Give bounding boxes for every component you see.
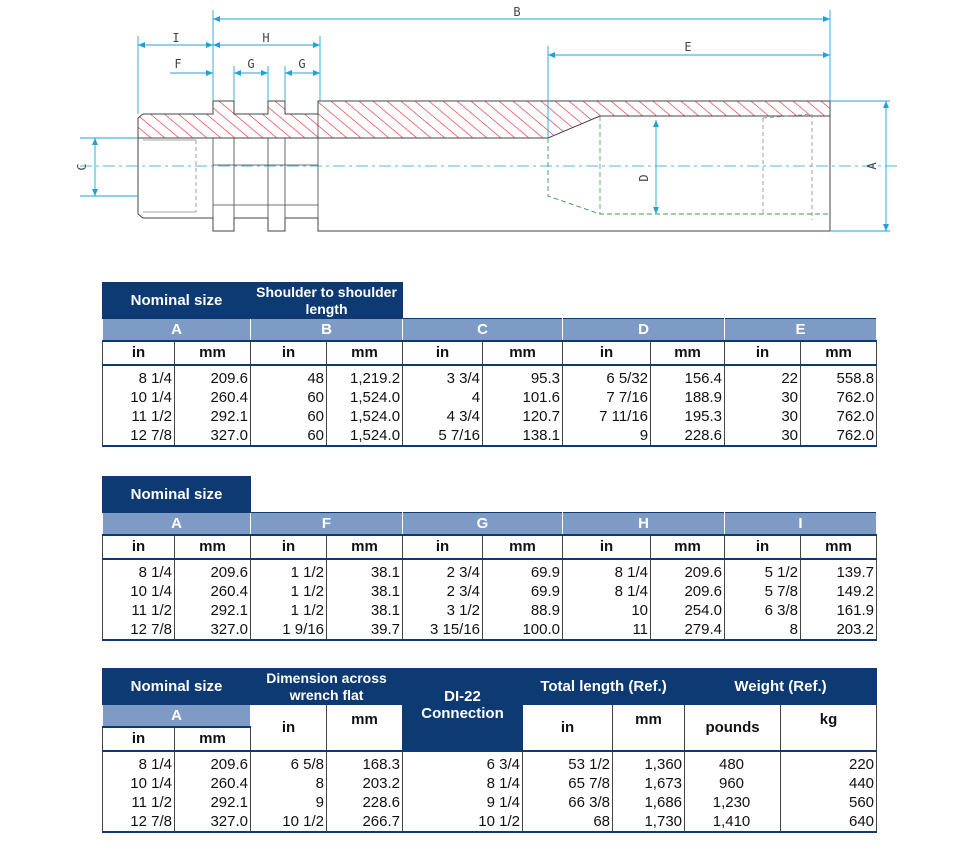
unit-mm: mm — [651, 341, 725, 365]
unit-in: in — [251, 341, 327, 365]
table-cell: 7 11/16 — [563, 407, 651, 426]
table-cell: 327.0 — [175, 426, 251, 446]
table-cell: 10 — [563, 601, 651, 620]
table-cell: 3 15/16 — [403, 620, 483, 640]
table-row — [103, 388, 877, 407]
table-cell: 203.2 — [327, 774, 403, 793]
table-cell: 1,230 — [685, 793, 781, 812]
table-cell: 254.0 — [651, 601, 725, 620]
unit-kg: kg — [781, 705, 877, 751]
label-g-left: G — [247, 57, 255, 71]
table-cell: 66 3/8 — [523, 793, 613, 812]
table-cell: 6 3/8 — [725, 601, 801, 620]
total-length-header: Total length (Ref.) — [523, 669, 685, 705]
label-h: H — [262, 31, 270, 45]
table-cell: 12 7/8 — [103, 812, 175, 832]
table-cell: 292.1 — [175, 793, 251, 812]
table-cell: 209.6 — [651, 582, 725, 601]
letter-a: A — [103, 319, 251, 341]
unit-in: in — [563, 341, 651, 365]
table-cell: 100.0 — [483, 620, 563, 640]
table-cell: 12 7/8 — [103, 426, 175, 446]
table-cell: 260.4 — [175, 388, 251, 407]
table-cell: 22 — [725, 365, 801, 388]
table-cell: 8 1/4 — [103, 751, 175, 774]
unit-in: in — [403, 341, 483, 365]
unit-mm: mm — [801, 535, 877, 559]
table-cell: 1,524.0 — [327, 388, 403, 407]
unit-mm: mm — [175, 727, 251, 751]
table-cell: 168.3 — [327, 751, 403, 774]
table-cell: 65 7/8 — [523, 774, 613, 793]
technical-drawing — [0, 0, 978, 260]
weight-header: Weight (Ref.) — [685, 669, 877, 705]
table-cell: 260.4 — [175, 774, 251, 793]
unit-pounds: pounds — [685, 705, 781, 751]
unit-mm: mm — [327, 705, 403, 751]
unit-mm: mm — [613, 705, 685, 751]
table-cell: 209.6 — [175, 365, 251, 388]
label-g-right: G — [298, 57, 306, 71]
label-e: E — [684, 40, 692, 54]
connection-header: DI-22 Connection — [403, 669, 523, 751]
table-cell: 762.0 — [801, 388, 877, 407]
table-cell: 1,524.0 — [327, 407, 403, 426]
table-cell: 1 1/2 — [251, 559, 327, 582]
table-cell: 279.4 — [651, 620, 725, 640]
label-f: F — [174, 57, 182, 71]
letter-a: A — [103, 705, 251, 727]
table-cell: 1,673 — [613, 774, 685, 793]
table-row — [103, 774, 877, 793]
table-row — [103, 365, 877, 388]
table-cell: 6 3/4 — [403, 751, 523, 774]
table-cell: 8 1/4 — [103, 365, 175, 388]
unit-mm: mm — [801, 341, 877, 365]
unit-in: in — [251, 535, 327, 559]
table-cell: 68 — [523, 812, 613, 832]
table-cell: 640 — [781, 812, 877, 832]
table-cell: 292.1 — [175, 407, 251, 426]
table-cell: 220 — [781, 751, 877, 774]
unit-mm: mm — [327, 341, 403, 365]
table-cell: 1,219.2 — [327, 365, 403, 388]
unit-mm: mm — [483, 535, 563, 559]
table-cell: 266.7 — [327, 812, 403, 832]
wrench-flat-header: Dimension across wrench flat — [251, 669, 403, 705]
table-cell: 11 1/2 — [103, 793, 175, 812]
table-cell: 101.6 — [483, 388, 563, 407]
table-row — [103, 426, 877, 446]
label-a: A — [865, 162, 879, 170]
label-d: D — [637, 174, 651, 182]
table-cell: 1,686 — [613, 793, 685, 812]
label-b: B — [513, 5, 521, 19]
label-c: C — [75, 163, 89, 171]
table-row — [103, 407, 877, 426]
table-cell: 2 3/4 — [403, 559, 483, 582]
unit-in: in — [251, 705, 327, 751]
table-cell: 10 1/2 — [251, 812, 327, 832]
table-cell: 209.6 — [175, 751, 251, 774]
table-cell: 60 — [251, 407, 327, 426]
table-cell: 8 1/4 — [403, 774, 523, 793]
table-cell: 762.0 — [801, 426, 877, 446]
letter-a: A — [103, 513, 251, 535]
letter-b: B — [251, 319, 403, 341]
table-cell: 3 1/2 — [403, 601, 483, 620]
letter-i: I — [725, 513, 877, 535]
table-cell: 30 — [725, 426, 801, 446]
table-cell: 4 — [403, 388, 483, 407]
unit-in: in — [563, 535, 651, 559]
table-cell: 1 1/2 — [251, 582, 327, 601]
connection-weight-table — [102, 668, 877, 833]
nominal-size-header: Nominal size — [103, 283, 251, 319]
table-cell: 60 — [251, 426, 327, 446]
table-cell: 4 3/4 — [403, 407, 483, 426]
table-cell: 1,360 — [613, 751, 685, 774]
table-cell: 8 1/4 — [563, 559, 651, 582]
table-cell: 203.2 — [801, 620, 877, 640]
table-cell: 440 — [781, 774, 877, 793]
table-cell: 960 — [685, 774, 781, 793]
table-cell: 1,730 — [613, 812, 685, 832]
table-cell: 209.6 — [651, 559, 725, 582]
table-cell: 69.9 — [483, 559, 563, 582]
table-cell: 228.6 — [327, 793, 403, 812]
table-cell: 11 — [563, 620, 651, 640]
table-cell: 30 — [725, 407, 801, 426]
table-row — [103, 751, 877, 774]
table-cell: 11 1/2 — [103, 601, 175, 620]
table-row — [103, 793, 877, 812]
dimensions-table-2 — [102, 476, 877, 641]
table-cell: 292.1 — [175, 601, 251, 620]
table-cell: 39.7 — [327, 620, 403, 640]
hatched-section — [138, 101, 830, 138]
nominal-size-header: Nominal size — [103, 669, 251, 705]
table-row — [103, 582, 877, 601]
letter-c: C — [403, 319, 563, 341]
table-cell: 9 — [563, 426, 651, 446]
table-cell: 53 1/2 — [523, 751, 613, 774]
table-cell: 69.9 — [483, 582, 563, 601]
unit-in: in — [103, 727, 175, 751]
table-cell: 95.3 — [483, 365, 563, 388]
shoulder-length-header: Shoulder to shoulder length — [251, 283, 403, 319]
table-cell: 8 1/4 — [103, 559, 175, 582]
table-cell: 161.9 — [801, 601, 877, 620]
table-cell: 7 7/16 — [563, 388, 651, 407]
table-cell: 138.1 — [483, 426, 563, 446]
table-cell: 327.0 — [175, 812, 251, 832]
letter-e: E — [725, 319, 877, 341]
table-cell: 8 1/4 — [563, 582, 651, 601]
table-cell: 5 7/16 — [403, 426, 483, 446]
table-cell: 327.0 — [175, 620, 251, 640]
table-cell: 2 3/4 — [403, 582, 483, 601]
letter-g: G — [403, 513, 563, 535]
dimensions-table-1 — [102, 282, 877, 447]
table-cell: 560 — [781, 793, 877, 812]
unit-in: in — [725, 341, 801, 365]
table-cell: 1 9/16 — [251, 620, 327, 640]
table-cell: 5 7/8 — [725, 582, 801, 601]
table-row — [103, 812, 877, 832]
unit-in: in — [725, 535, 801, 559]
table-cell: 5 1/2 — [725, 559, 801, 582]
table-cell: 120.7 — [483, 407, 563, 426]
table-cell: 260.4 — [175, 582, 251, 601]
unit-mm: mm — [327, 535, 403, 559]
table-cell: 3 3/4 — [403, 365, 483, 388]
table-row — [103, 620, 877, 640]
unit-mm: mm — [651, 535, 725, 559]
table-cell: 30 — [725, 388, 801, 407]
table-row — [103, 559, 877, 582]
table-cell: 10 1/4 — [103, 582, 175, 601]
unit-mm: mm — [175, 341, 251, 365]
table-cell: 11 1/2 — [103, 407, 175, 426]
label-i: I — [172, 31, 180, 45]
table-cell: 38.1 — [327, 601, 403, 620]
table-cell: 480 — [685, 751, 781, 774]
table-cell: 10 1/2 — [403, 812, 523, 832]
table-cell: 38.1 — [327, 559, 403, 582]
unit-in: in — [103, 535, 175, 559]
table-cell: 9 — [251, 793, 327, 812]
table-cell: 60 — [251, 388, 327, 407]
table-cell: 6 5/8 — [251, 751, 327, 774]
table-cell: 6 5/32 — [563, 365, 651, 388]
table-cell: 1,410 — [685, 812, 781, 832]
letter-h: H — [563, 513, 725, 535]
unit-mm: mm — [483, 341, 563, 365]
table-cell: 10 1/4 — [103, 774, 175, 793]
unit-in: in — [103, 341, 175, 365]
table-cell: 9 1/4 — [403, 793, 523, 812]
unit-in: in — [403, 535, 483, 559]
unit-in: in — [523, 705, 613, 751]
table-cell: 149.2 — [801, 582, 877, 601]
table-row — [103, 601, 877, 620]
table-cell: 209.6 — [175, 559, 251, 582]
table-cell: 12 7/8 — [103, 620, 175, 640]
unit-mm: mm — [175, 535, 251, 559]
table-cell: 8 — [251, 774, 327, 793]
table-cell: 139.7 — [801, 559, 877, 582]
table-cell: 8 — [725, 620, 801, 640]
table-cell: 195.3 — [651, 407, 725, 426]
letter-d: D — [563, 319, 725, 341]
table-cell: 1 1/2 — [251, 601, 327, 620]
table-cell: 762.0 — [801, 407, 877, 426]
table-cell: 156.4 — [651, 365, 725, 388]
table-cell: 38.1 — [327, 582, 403, 601]
table-cell: 88.9 — [483, 601, 563, 620]
nominal-size-header: Nominal size — [103, 477, 251, 513]
table-cell: 228.6 — [651, 426, 725, 446]
table-cell: 1,524.0 — [327, 426, 403, 446]
table-cell: 10 1/4 — [103, 388, 175, 407]
table-cell: 188.9 — [651, 388, 725, 407]
table-cell: 558.8 — [801, 365, 877, 388]
letter-f: F — [251, 513, 403, 535]
table-cell: 48 — [251, 365, 327, 388]
